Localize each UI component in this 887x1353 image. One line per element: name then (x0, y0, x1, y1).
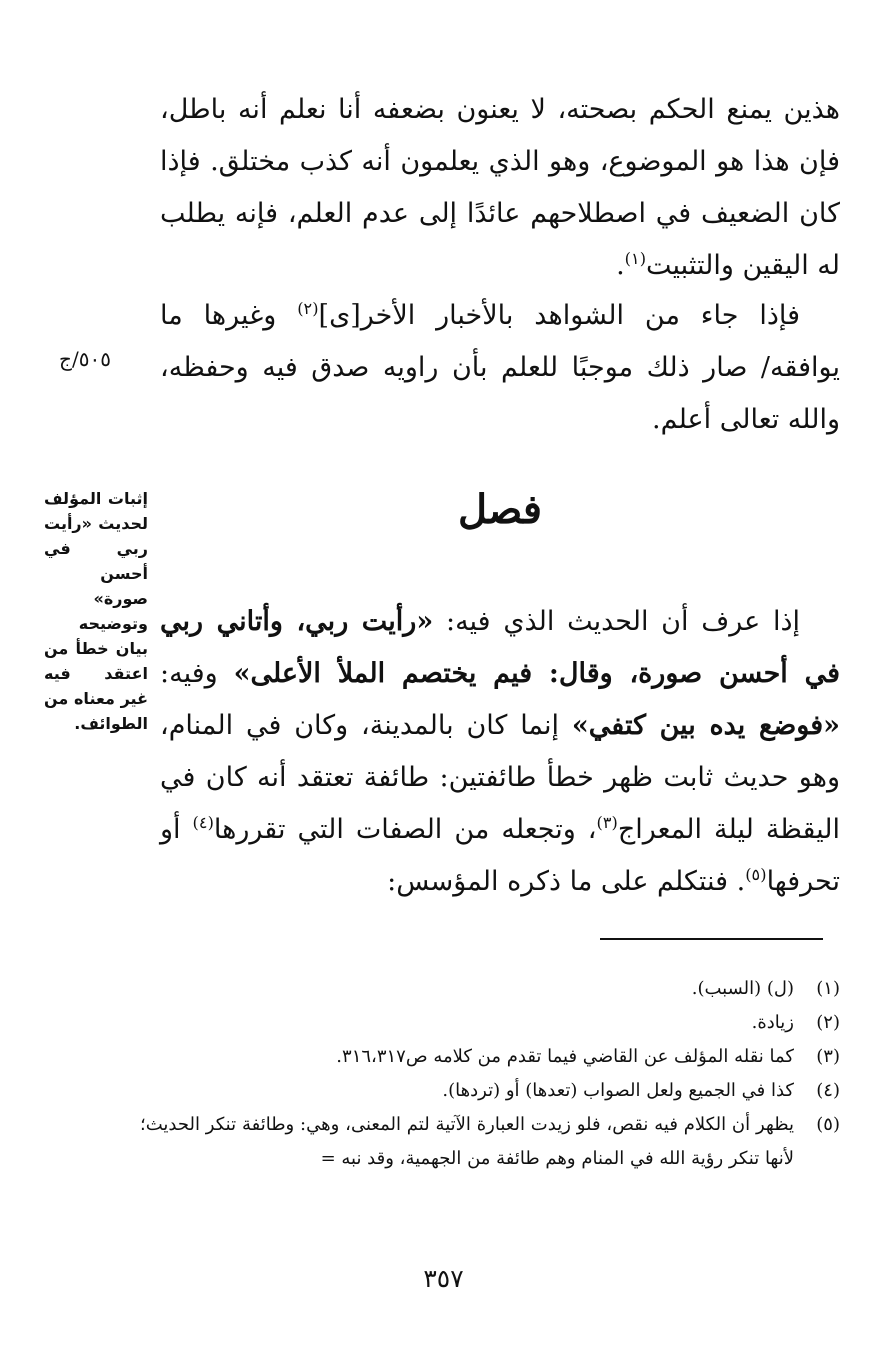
footnote-number: (٣) (816, 1046, 840, 1067)
footnote-item (140, 1040, 840, 1074)
footnote-ref-1[interactable]: (١) (624, 249, 647, 268)
paragraph-2-text-b: وغيرها ما يوافقه/ صار ذلك موجبًا للعلم بأن راويه صدق فيه وحفظه، والله تعالى أعلم. (160, 300, 840, 435)
footnote-text: يظهر أن الكلام فيه نقص، فلو زيدت العبارة الآتية لتم المعنى، وهي: وطائفة تنكر الحديث؛ لأنها تنكر رؤية الله في المنام وهم طائفة من الجهمية، وقد نبه = (140, 1114, 794, 1169)
margin-note: إثبات المؤلف لحديث «رأيت ربي في أحسن صورة» وتوضيحه بيان خطأ من اعتقد فيه غير معناه من الطوائف. (44, 489, 148, 733)
margin-page-reference: ٥٠٥/ج (59, 347, 111, 371)
paragraph-3 (160, 596, 840, 908)
footnote-number: (٢) (816, 1012, 840, 1033)
paragraph-1-text: هذين يمنع الحكم بصحته، لا يعنون بضعفه أنا نعلم أنه باطل، فإن هذا هو الموضوع، وهو الذي يعلمون أنه كذب مختلق. فإذا كان الضعيف في اصطلاحهم عائدًا إلى عدم العلم، فإنه يطلب له اليقين والتثبيت (160, 94, 840, 281)
footnote-ref-3[interactable]: (٣) (596, 813, 618, 832)
paragraph-1-end: . (616, 250, 625, 281)
footnote-number: (٥) (816, 1114, 840, 1135)
paragraph-2-text-a: فإذا جاء من الشواهد بالأخبار الأخر[ى] (318, 300, 800, 331)
footnote-ref-5[interactable]: (٥) (745, 865, 767, 884)
paragraph-1 (160, 84, 840, 292)
footnote-separator (600, 938, 823, 940)
hadith-quote-1: «رأيت ربي، وأتاني ربي في أحسن صورة، وقال: فيم يختصم الملأ الأعلى» (160, 606, 840, 689)
paragraph-3-text-e: أو تحرفها (160, 814, 840, 897)
paragraph-3-text-a: إذا عرف أن الحديث الذي فيه: (433, 606, 800, 637)
chapter-title: فصل (457, 486, 543, 533)
footnote-item (140, 1074, 840, 1108)
paragraph-2 (160, 290, 840, 446)
footnote-text: (ل) (السبب). (691, 978, 794, 999)
footnote-ref-4[interactable]: (٤) (192, 813, 214, 832)
footnote-ref-2[interactable]: (٢) (297, 299, 319, 318)
footnote-number: (٤) (816, 1080, 840, 1101)
footnote-text: زيادة. (751, 1012, 794, 1033)
hadith-quote-2: «فوضع يده بين كتفي» (571, 710, 840, 741)
footnote-item (140, 1108, 840, 1176)
paragraph-3-text-c: إنما كان بالمدينة، وكان في المنام، وهو حديث ثابت ظهر خطأ طائفتين: طائفة تعتقد أنه كان في اليقظة ليلة المعراج (160, 710, 840, 845)
footnote-item (140, 1006, 840, 1040)
paragraph-3-text-d: ، وتجعله من الصفات التي تقررها (213, 814, 597, 845)
paragraph-3-text-f: . فنتكلم على ما ذكره المؤسس: (387, 866, 746, 897)
footnotes-list (140, 972, 840, 1176)
page-number: ٣٥٧ (423, 1264, 464, 1293)
footnote-number: (١) (816, 978, 840, 999)
footnote-text: كما نقله المؤلف عن القاضي فيما تقدم من كلامه ص٣١٦،٣١٧. (336, 1046, 794, 1067)
footnote-item (140, 972, 840, 1006)
footnote-text: كذا في الجميع ولعل الصواب (تعدها) أو (تردها). (442, 1080, 794, 1101)
paragraph-3-text-b: وفيه: (160, 658, 234, 689)
